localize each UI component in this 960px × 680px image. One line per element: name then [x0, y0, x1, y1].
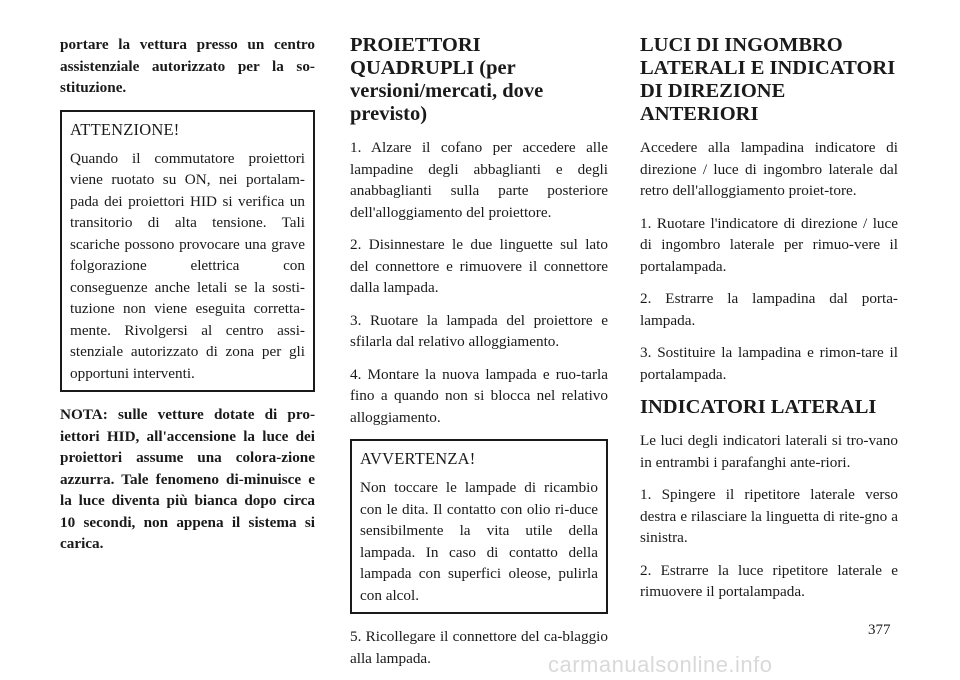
column-right	[640, 34, 898, 614]
step-1: 1. Spingere il ripetitore laterale verso destra e rilasciare la linguetta di rite-gno a sinistra.	[640, 486, 898, 546]
note-text: NOTA: sulle vetture dotate di pro-iettori HID, all'accensione la luce dei proiettori assume una colora-zione azzurra. Tale fenomeno di-minuisce e la luce diventa più bianca dopo circa 10 secondi, non appena il sistema si carica.	[60, 406, 315, 552]
warning-title: ATTENZIONE!	[70, 119, 180, 139]
column-middle	[350, 34, 608, 680]
intro-text: portare la vettura presso un centro assistenziale autorizzato per la so-stituzione.	[60, 36, 315, 96]
step-3: 3. Ruotare la lampada del proiettore e sfilarla dal relativo alloggiamento.	[350, 311, 608, 350]
step-3: 3. Sostituire la lampadina e rimon-tare il portalampada.	[640, 344, 898, 383]
step-5: 5. Ricollegare il connettore del ca-blaggio alla lampada.	[350, 628, 608, 667]
section-heading-side-indicators: INDICATORI LATERALI	[640, 396, 877, 418]
column-left	[60, 34, 315, 566]
section-heading-quad-headlamps: PROIETTORI QUADRUPLI (per versioni/mercati, dove previsto)	[350, 34, 544, 125]
step-1: 1. Ruotare l'indicatore di direzione / luce di ingombro laterale per rimuo-vere il portalampada.	[640, 214, 898, 275]
watermark: carmanualsonline.info	[548, 652, 773, 677]
caution-title: AVVERTENZA!	[360, 449, 476, 468]
indicators-paragraph: Le luci degli indicatori laterali si tro-vano in entrambi i parafanghi ante-riori.	[640, 432, 898, 471]
step-2: 2. Estrarre la luce ripetitore laterale e rimuovere il portalampada.	[640, 561, 898, 600]
section-heading-side-markers: LUCI DI INGOMBRO LATERALI E INDICATORI DI DIREZIONE ANTERIORI	[640, 34, 896, 125]
caution-box	[350, 439, 608, 614]
warning-box	[60, 110, 315, 393]
step-1: 1. Alzare il cofano per accedere alle lampadine degli abbaglianti e degli anabbaglianti sulla parte posteriore dell'alloggiamento del proiettore.	[350, 139, 608, 221]
warning-text: Quando il commutatore proiettori viene ruotato su ON, nei portalam-pada dei proiettori HID si verifica un transitorio di alta tensione. Tali scariche possono provocare una grave folgorazione elettrica con conseguenze anche letali se la sosti-tuzione non viene eseguita corretta-mente. Rivolgersi al centro assi-stenziale autorizzato di zona per gli opportuni interventi.	[70, 149, 305, 382]
step-4: 4. Montare la nuova lampada e ruo-tarla fino a quando non si blocca nel relativo alloggiamento.	[350, 365, 608, 426]
caution-text: Non toccare le lampade di ricambio con le dita. Il contatto con olio ri-duce sensibilmente la vita utile della lampada. In caso di contatto della lampada con superfici oleose, pulirla con alcol.	[360, 479, 598, 604]
page-number: 377	[868, 622, 891, 638]
step-2: 2. Disinnestare le due linguette sul lato del connettore e rimuovere il connettore dalla lampada.	[350, 236, 608, 296]
intro-paragraph: Accedere alla lampadina indicatore di direzione / luce di ingombro laterale dal retro dell'alloggiamento proiet-tore.	[640, 139, 898, 199]
step-2: 2. Estrarre la lampadina dal porta-lampada.	[640, 290, 898, 329]
